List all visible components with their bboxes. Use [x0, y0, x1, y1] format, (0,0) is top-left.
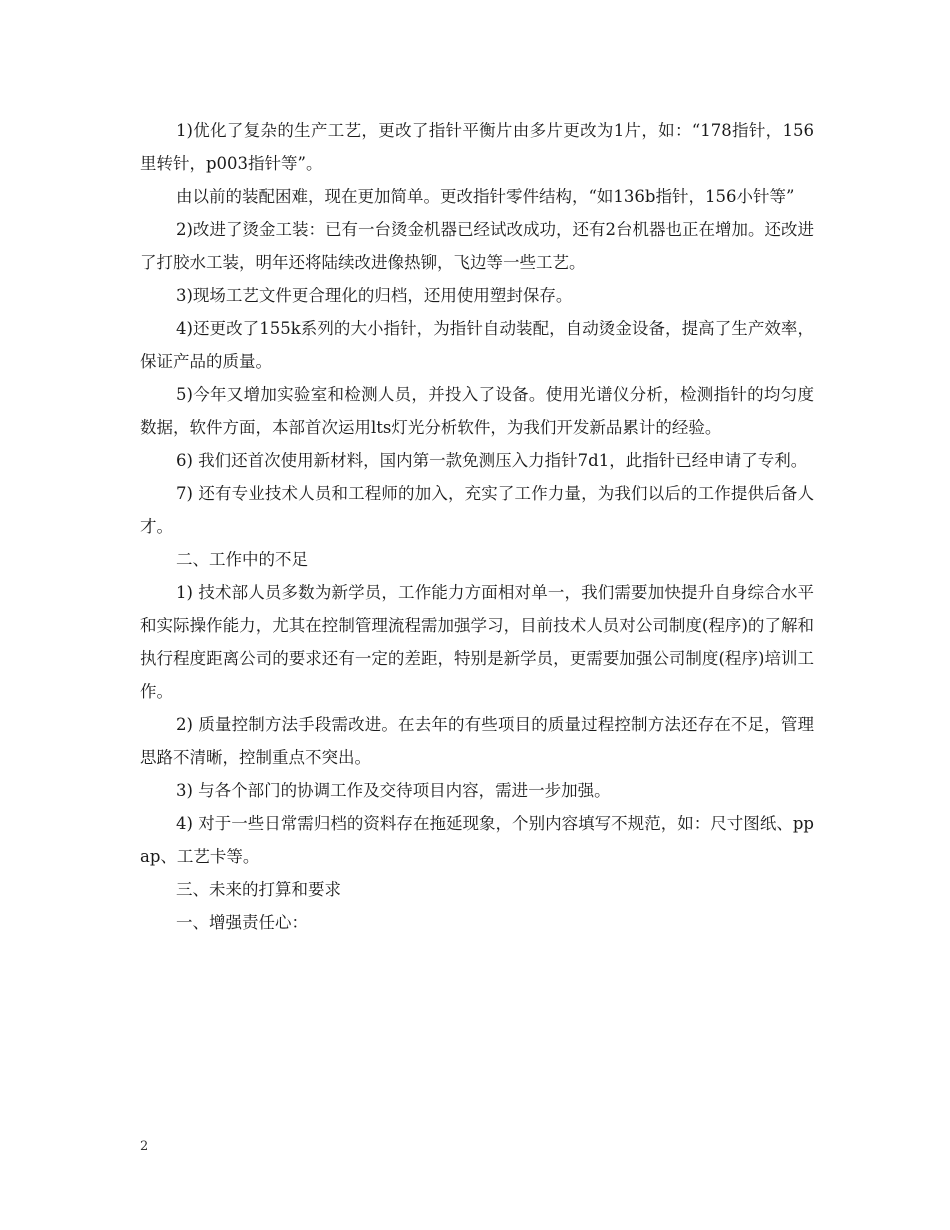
paragraph-shortcoming-4: 4) 对于一些日常需归档的资料存在拖延现象，个别内容填写不规范，如：尺寸图纸、ppap、工艺卡等。 [140, 814, 814, 866]
section-heading-future-plans: 三、未来的打算和要求 [176, 880, 341, 899]
section-heading-shortcomings: 二、工作中的不足 [176, 550, 308, 569]
paragraph-improvement-1: 1)优化了复杂的生产工艺，更改了指针平衡片由多片更改为1片，如：“178指针，156里转针，p003指针等”。 [140, 121, 814, 173]
paragraph-improvement-5: 5)今年又增加实验室和检测人员，并投入了设备。使用光谱仪分析，检测指针的均匀度数据，软件方面，本部首次运用lts灯光分析软件，为我们开发新品累计的经验。 [140, 385, 814, 437]
paragraph-shortcoming-3: 3) 与各个部门的协调工作及交待项目内容，需进一步加强。 [176, 781, 611, 800]
paragraph-assembly-note: 由以前的装配困难，现在更加简单。更改指针零件结构，“如136b指针，156小针等” [176, 187, 795, 206]
document-body [140, 114, 814, 939]
page-number: 2 [140, 1139, 149, 1154]
paragraph-improvement-2: 2)改进了烫金工装：已有一台烫金机器已经试改成功，还有2台机器也正在增加。还改进了打胶水工装，明年还将陆续改进像热铆，飞边等一些工艺。 [140, 220, 814, 272]
paragraph-shortcoming-2: 2) 质量控制方法手段需改进。在去年的有些项目的质量过程控制方法还存在不足，管理思路不清晰，控制重点不突出。 [140, 715, 814, 767]
subheading-responsibility: 一、增强责任心： [176, 913, 308, 932]
paragraph-improvement-6: 6) 我们还首次使用新材料，国内第一款免测压入力指针7d1，此指针已经申请了专利。 [176, 451, 808, 470]
paragraph-improvement-7: 7) 还有专业技术人员和工程师的加入，充实了工作力量，为我们以后的工作提供后备人才。 [140, 484, 814, 536]
paragraph-improvement-3: 3)现场工艺文件更合理化的归档，还用使用塑封保存。 [176, 286, 573, 305]
paragraph-shortcoming-1: 1) 技术部人员多数为新学员，工作能力方面相对单一，我们需要加快提升自身综合水平和实际操作能力，尤其在控制管理流程需加强学习，目前技术人员对公司制度(程序)的了解和执行程度距离公司的要求还有一定的差距，特别是新学员，更需要加强公司制度(程序)培训工作。 [140, 583, 814, 701]
paragraph-improvement-4: 4)还更改了155k系列的大小指针，为指针自动装配，自动烫金设备，提高了生产效率，保证产品的质量。 [140, 319, 814, 371]
